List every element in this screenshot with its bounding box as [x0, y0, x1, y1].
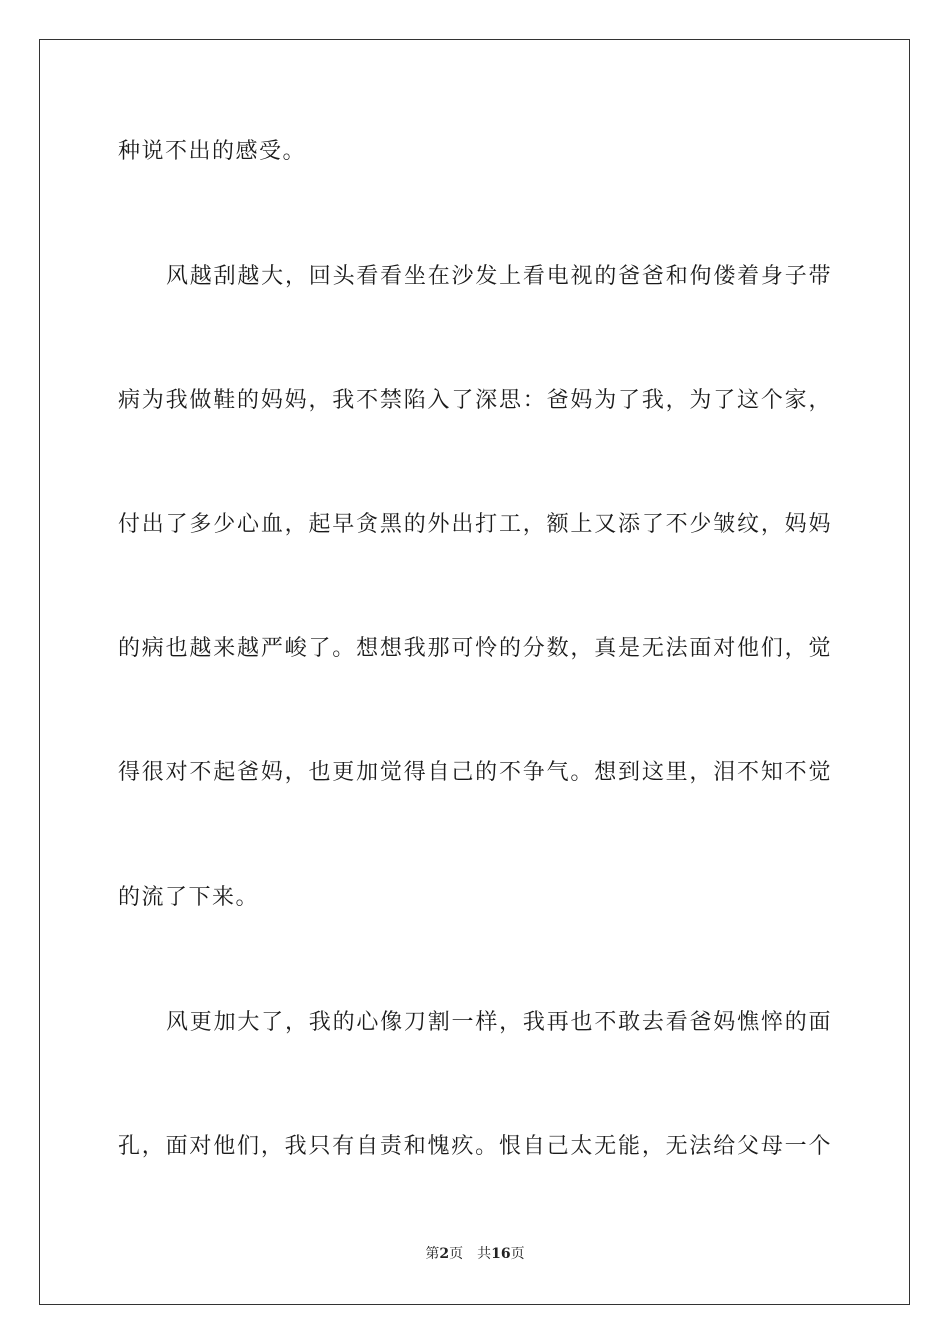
text-line: 风越刮越大，回头看看坐在沙发上看电视的爸爸和佝偻着身子带	[166, 264, 832, 289]
text-line: 的流了下来。	[118, 885, 260, 910]
text-line: 付出了多少心血，起早贪黑的外出打工，额上又添了不少皱纹，妈妈	[118, 512, 832, 537]
page-prefix: 第	[425, 1246, 440, 1262]
total-pages: 16	[491, 1246, 511, 1262]
page-frame	[39, 39, 910, 1305]
text-line: 风更加大了，我的心像刀割一样，我再也不敢去看爸妈憔悴的面	[166, 1010, 832, 1035]
text-line: 的病也越来越严峻了。想想我那可怜的分数，真是无法面对他们，觉	[118, 636, 832, 661]
text-line: 孔，面对他们，我只有自责和愧疚。恨自己太无能，无法给父母一个	[118, 1134, 832, 1159]
page-suffix: 页	[449, 1246, 464, 1262]
text-line: 种说不出的感受。	[118, 139, 307, 164]
total-suffix: 页	[510, 1246, 525, 1262]
text-line: 得很对不起爸妈，也更加觉得自己的不争气。想到这里，泪不知不觉	[118, 760, 832, 785]
total-prefix: 共	[477, 1246, 492, 1262]
page-number: 2	[439, 1246, 450, 1262]
text-line: 病为我做鞋的妈妈，我不禁陷入了深思：爸妈为了我，为了这个家，	[118, 388, 832, 413]
page-footer	[0, 1245, 950, 1263]
